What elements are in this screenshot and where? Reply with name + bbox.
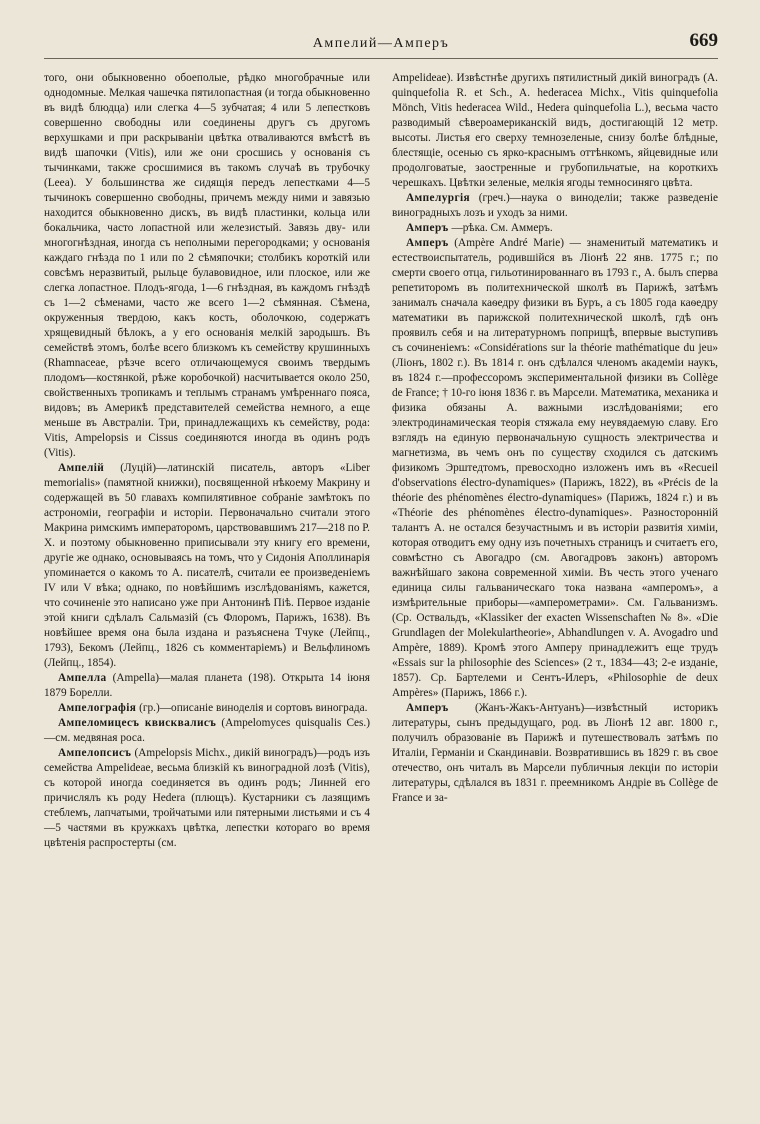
dictionary-entry xyxy=(392,221,718,236)
entry-text: (Ampelomyces quisqualis Ces.)—см. медвяная роса. xyxy=(44,717,371,744)
entry-headword: Амперъ xyxy=(406,237,449,249)
entry-text: —рѣка. См. Аммеръ. xyxy=(451,222,553,234)
entry-text: (Луцій)—латинскій писатель, авторъ «Liber memorialis» (памятной книжки), посвященной нѣкоему Макрину и содержащей въ 50 главахъ компилятивное собраніе замѣтокъ по астрономіи, географіи и исторіи. Первоначально считали этого Макрина римскимъ императоромъ, царствовавшимъ 217—218 по Р. Х. и поэтому обыкновенно приписывали эту книгу его времени, другіе же однако, основываясь на томъ, что у Сидонія Аполлинарія упоминается о какомъ то А. писателѣ, считали ее произведеніемъ IV или V вѣка; однако, по новѣйшимъ изслѣдованіямъ, кажется, что сочиненіе это написано уже при Антонинѣ Піѣ. Первое изданіе этой книги сдѣлалъ Сальмазій (съ Флоромъ, Парижъ, 1638). Въ новѣйшее время она была издана и разъяснена Тчуке (Лейпц., 1793), Бекомъ (Лейпц., 1826 съ комментаріемъ) и Вельфлиномъ (Лейпц., 1854). xyxy=(44,462,370,669)
entry-headword: Ампелургія xyxy=(406,192,471,204)
entry-headword: Ампелій xyxy=(58,462,105,474)
dictionary-entry xyxy=(44,671,370,701)
entry-headword: Амперъ xyxy=(406,702,449,714)
dictionary-entry xyxy=(392,191,718,221)
entry-headword: Ампеломицесъ квисквалисъ xyxy=(58,717,217,729)
entry-headword: Ампелла xyxy=(58,672,107,684)
page-number: 669 xyxy=(689,30,718,51)
entry-text: (Ampella)—малая планета (198). Открыта 14 іюня 1879 Борелли. xyxy=(44,672,370,699)
dictionary-entry xyxy=(44,71,370,461)
entry-headword: Ампелопсисъ xyxy=(58,747,132,759)
dictionary-entry xyxy=(392,71,718,191)
entry-text: (Ampère André Marie) — знаменитый математикъ и естествоиспытатель, родившійся въ Ліонѣ 22 янв. 1775 г.; по смерти своего отца, гильотинированнаго въ 1793 г., А. былъ сперва репетиторомъ въ политехнической школѣ въ Парижѣ, затѣмъ занималъ сначала каѳедру физики въ Буръ, а съ 1805 года каѳедру математики въ парижской политехнической школѣ, гдѣ онъ проявилъ себя и на литературномъ поприщѣ, впервые выступивъ съ сочиненіемъ: «Considérations sur la théorie mathématique du jeu» (Ліонъ, 1802 г.). Въ 1814 г. онъ сдѣлался членомъ академіи наукъ, въ 1824 г.—профессоромъ экспериментальной физики въ Collège de France; † 10-го іюня 1836 г. въ Марсели. Математика, механика и физика обязаны А. важными изслѣдованіями; его электродинамическая теорія стяжала ему неувядаемую славу. Его взглядъ на единую первоначальную сущность электричества и магнетизма, въ чемъ онъ по существу сходился съ датскимъ физикомъ Эрштедтомъ, превосходно изложенъ имъ въ «Recueil d'observations électro-dynamiques» (Парижъ, 1822), въ «Précis de la théorie des phénomènes électro-dynamiques» (Парижъ, 1824 г.) и въ «Théorie des phénomènes électro-dynamiques». Разносторонній талантъ А. не остался безучастнымъ и въ исторіи развитія химіи, которая отводитъ ему одну изъ почетныхъ страницъ и считаетъ его, совмѣстно съ Авогадро (см. Авогадровъ законъ) авторомъ важнѣйшаго закона современной химіи. Въ честь этого ученаго единица силы гальваническаго тока названа «амперомъ», а измѣрительные приборы—«амперометрами». См. Гальванизмъ. (Ср. Оствальдъ, «Klassiker der exacten Wissenschaften № 8». «Die Grundlagen der Molekulartheorie», Abhandlungen v. A. Avogadro und Ampère, 1889). Кромѣ этого Амперу принадлежитъ еще трудъ «Essais sur la philosophie des Sciences» (2 т., 1834—43; 2-е изданіе, 1857). Ср. Бартелеми и Сентъ-Илеръ, «Philosophie de deux Ampères» (Парижъ, 1866 г.). xyxy=(392,237,718,699)
left-column xyxy=(44,71,370,851)
dictionary-entry xyxy=(44,701,370,716)
dictionary-entry xyxy=(44,716,370,746)
text-columns xyxy=(44,71,718,851)
right-column xyxy=(392,71,718,851)
running-title: Ампелий—Амперъ xyxy=(312,36,450,51)
entry-text: (Жанъ-Жакъ-Антуанъ)—извѣстный историкъ литературы, сынъ предыдущаго, род. въ Ліонѣ 12 авг. 1800 г., получилъ образованіе въ Парижѣ и путешествовалъ затѣмъ по Италіи, Германіи и Скандинавіи. Возвратившись въ 1829 г. въ свое отечество, онъ читалъ въ Марсели публичныя лекціи по исторіи литературы, сдѣлался въ 1831 г. преемникомъ Андріе въ Collège de France и за- xyxy=(392,702,718,804)
running-head xyxy=(44,30,718,59)
entry-headword: Ампелографія xyxy=(58,702,137,714)
entry-text: (гр.)—описаніе виноделія и сортовъ винограда. xyxy=(139,702,368,714)
entry-text: Ampelideae). Извѣстнѣе другихъ пятилистный дикій виноградъ (A. quinquefolia R. et Sch., A. hederacea Michx., Vitis quinquefolia Mönch, Vitis hederacea Wild., Hedera quinquefolia L.), весьма часто разводимый сѣвероамериканскій видъ, достигающій 12 метр. высоты. Листья его сверху темнозеленые, снизу болѣе блѣдные, блестящіе, осенью съ ярко-краснымъ оттѣнкомъ, яйцевидные или продолговатые, заостренные и грубопильчатые, на короткихъ черешкахъ. Цвѣтки зеленые, мелкія ягоды темносиняго цвѣта. xyxy=(392,72,718,189)
entry-text: (греч.)—наука о виноделіи; также разведеніе виноградныхъ лозъ и уходъ за ними. xyxy=(392,192,718,219)
entry-text: того, они обыкновенно обоеполые, рѣдко многобрачные или однодомные. Мелкая чашечка пятилопастная (и тогда обыкновенно въ видѣ блюдца) или слегка 4—5 зубчатая; 4 или 5 лепестковъ совершенно свободны или соединены другъ съ другомъ верхушками и при раскрываніи цвѣтка отваливаются вмѣстѣ въ видѣ шапочки (Vitis), или же они сросшись у основанія съ тычинками, также сросшимися въ такомъ случаѣ въ трубочку (Leea). У большинства же сидящія передъ лепестками 4—5 тычинокъ совершенно свободны, причемъ между ними и завязью находится обыкновенно дискъ, въ видѣ пластинки, кольца или бокальчика, часто лопастной или железистый. Завязь дву- или многогнѣздная, иногда съ неполными перегородками; у основанія каждаго гнѣзда по 1 или по 2 сѣмяпочки; столбикъ короткій или совсѣмъ неразвитый, рыльце булавовидное, или плоское, или же слегка лопастное. Плодъ-ягода, 1—6 гнѣздная, въ каждомъ гнѣздѣ съ 1—2 сѣменами, часто же всего 1—2 сѣмянная. Сѣмена, окруженныя твердою, какъ кость, оболочкою, содержатъ хрящевидный бѣлокъ, а у его основанія мелкій зародышъ. Въ семействѣ этомъ, болѣе всего близкомъ къ семейству крушинныхъ (Rhamnaceae, рѣзче всего отличающемуся своимъ твердымъ плодомъ—костянкой, рѣже коробочкой) насчитывается около 250, свойственныхъ тропикамъ и теплымъ странамъ умѣреннаго пояса, видовъ; въ Америкѣ представителей семейства немного, а еще меньше въ Австраліи. Три, принадлежащихъ къ семейству, рода: Vitis, Ampelopsis и Cissus соединяются иногда въ одинъ родъ (Vitis). xyxy=(44,72,370,459)
dictionary-entry xyxy=(392,236,718,701)
dictionary-entry xyxy=(392,701,718,806)
dictionary-entry xyxy=(44,461,370,671)
entry-text: (Ampelopsis Michx., дикій виноградъ)—родъ изъ семейства Ampelideae, весьма близкій къ виноградной лозѣ (Vitis), съ которой иногда соединяется въ одинъ родъ; Линней его причислялъ къ роду Hedera (плющъ). Кустарники съ лазящимъ стеблемъ, лапчатыми, тройчатыми или пятерными листьями и съ 4—5 частями въ кружкахъ цвѣтка, лепестки котораго во время цвѣтенія распростерты (см. xyxy=(44,747,370,849)
dictionary-entry xyxy=(44,746,370,851)
entry-headword: Амперъ xyxy=(406,222,449,234)
